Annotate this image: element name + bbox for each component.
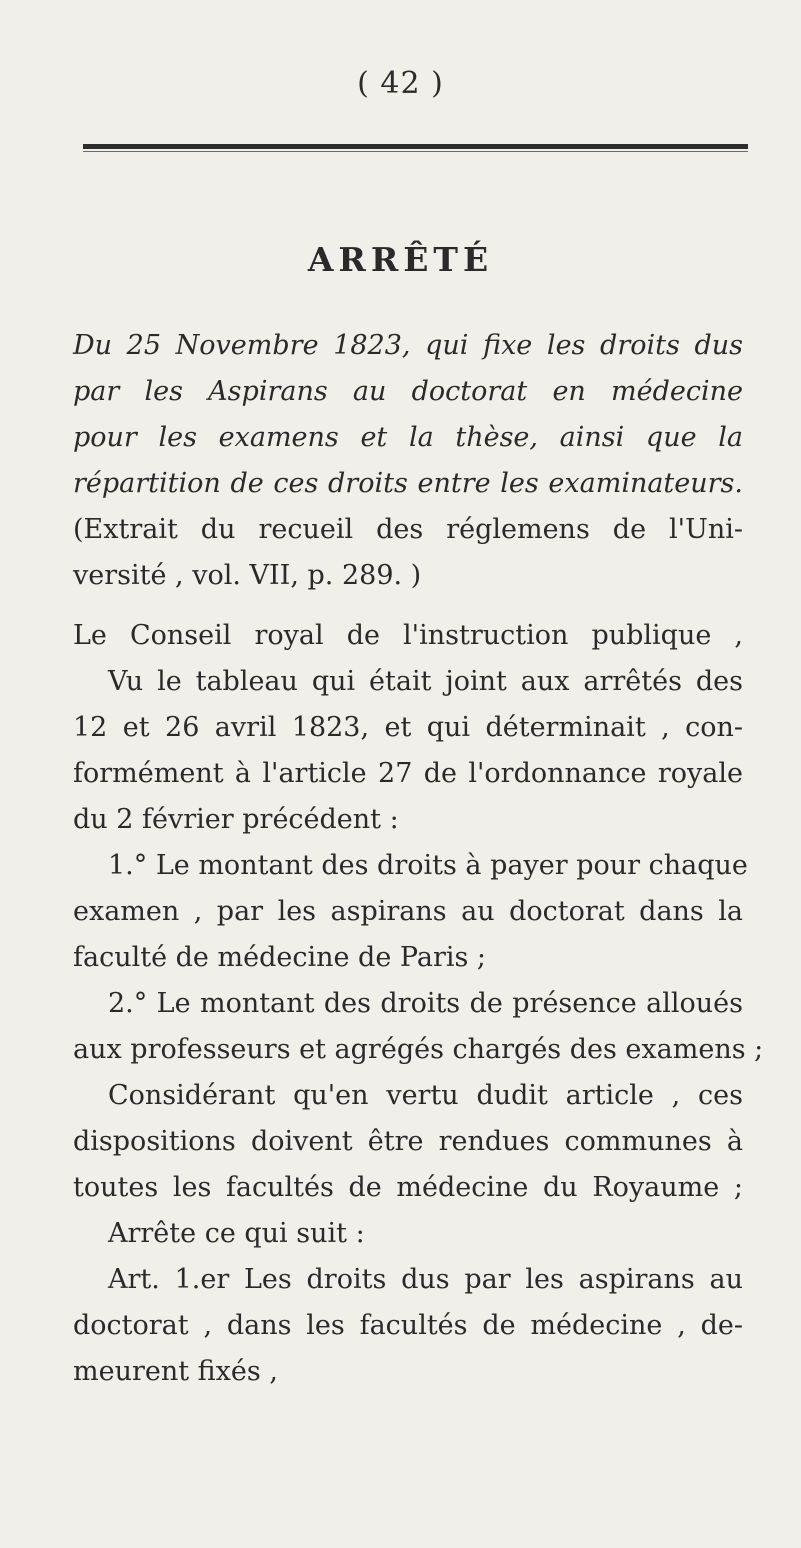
body-text bbox=[73, 613, 764, 1395]
body-line: du 2 février précédent : bbox=[73, 804, 399, 835]
document-title: ARRÊTÉ bbox=[307, 240, 494, 279]
page-number: ( 42 ) bbox=[357, 66, 444, 101]
body-line: meurent fixés , bbox=[73, 1356, 278, 1387]
preamble-line: pour les examens et la thèse, ainsi que la bbox=[73, 422, 743, 453]
preamble-line: répartition de ces droits entre les examinateurs. bbox=[73, 468, 743, 499]
body-line: 12 et 26 avril 1823, et qui déterminait , con- bbox=[73, 712, 743, 743]
body-line: Arrête ce qui suit : bbox=[108, 1218, 365, 1249]
preamble bbox=[73, 323, 743, 599]
body-line: 2.° Le montant des droits de présence alloués bbox=[108, 988, 743, 1019]
body-line: examen , par les aspirans au doctorat dans la bbox=[73, 896, 743, 927]
body-line: Art. 1.er Les droits dus par les aspirans au bbox=[108, 1264, 743, 1295]
body-line: doctorat , dans les facultés de médecine , de- bbox=[73, 1310, 743, 1341]
body-line: 1.° Le montant des droits à payer pour chaque bbox=[108, 850, 748, 881]
body-line: toutes les facultés de médecine du Royaume ; bbox=[73, 1172, 743, 1203]
body-line: Considérant qu'en vertu dudit article , ces bbox=[108, 1080, 743, 1111]
body-line: dispositions doivent être rendues communes à bbox=[73, 1126, 743, 1157]
header-rule-thin bbox=[83, 151, 748, 152]
body-line: faculté de médecine de Paris ; bbox=[73, 942, 487, 973]
body-line: formément à l'article 27 de l'ordonnance royale bbox=[73, 758, 743, 789]
body-line: aux professeurs et agrégés chargés des examens ; bbox=[73, 1034, 764, 1065]
body-line: Vu le tableau qui était joint aux arrêtés des bbox=[108, 666, 743, 697]
preamble-line: Du 25 Novembre 1823, qui fixe les droits dus bbox=[73, 330, 743, 361]
preamble-line: versité , vol. VII, p. 289. ) bbox=[73, 560, 422, 591]
preamble-line: (Extrait du recueil des réglemens de l'Uni- bbox=[73, 514, 743, 545]
body-line: Le Conseil royal de l'instruction publique , bbox=[73, 620, 743, 651]
header-rule bbox=[83, 144, 748, 149]
preamble-line: par les Aspirans au doctorat en médecine bbox=[73, 376, 743, 407]
